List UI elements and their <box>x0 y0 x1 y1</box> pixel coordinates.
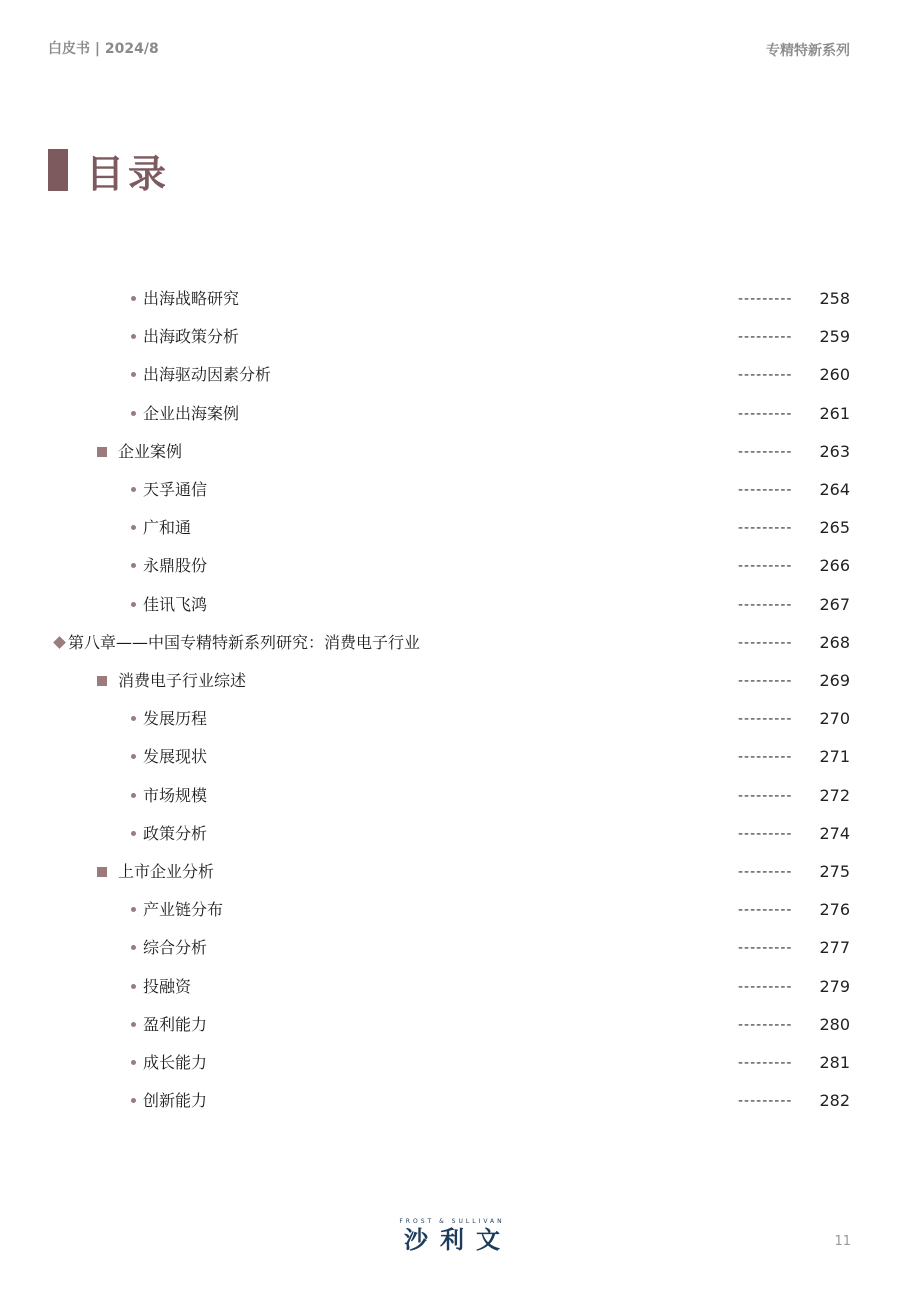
logo-chinese: 沙利文 <box>404 1226 512 1254</box>
frost-sullivan-logo <box>390 1218 514 1254</box>
toc-entry[interactable] <box>0 853 900 891</box>
toc-entry-page: 276 <box>819 900 850 920</box>
toc-entry-page: 261 <box>819 403 850 423</box>
toc-leader: --------- <box>738 1093 793 1110</box>
toc-entry-label: 企业案例 <box>118 441 183 461</box>
toc-leader: --------- <box>738 787 793 804</box>
dot-bullet-icon <box>131 487 136 492</box>
square-bullet-icon <box>97 447 107 457</box>
dot-bullet-icon <box>131 1022 136 1027</box>
toc-entry-label: 广和通 <box>143 518 192 538</box>
toc-entry-page: 268 <box>819 632 850 652</box>
toc-entry[interactable] <box>0 586 900 624</box>
toc-entry-page: 258 <box>819 289 850 308</box>
toc-entry[interactable] <box>0 318 900 356</box>
square-bullet-icon <box>97 867 107 877</box>
toc-entry-label: 上市企业分析 <box>118 862 215 881</box>
dot-bullet-icon <box>131 602 136 607</box>
toc-entry-label: 消费电子行业综述 <box>118 671 247 690</box>
toc-leader: --------- <box>738 978 793 995</box>
toc-entry-label: 发展历程 <box>143 709 208 729</box>
dot-bullet-icon <box>131 411 136 416</box>
dot-bullet-icon <box>131 296 136 301</box>
toc-entry-page: 282 <box>819 1091 850 1111</box>
toc-entry[interactable] <box>0 777 900 815</box>
toc-entry[interactable] <box>0 1006 900 1044</box>
toc-entry[interactable] <box>0 929 900 967</box>
toc-entry[interactable] <box>0 356 900 394</box>
toc-entry-page: 264 <box>819 480 850 499</box>
toc-leader: --------- <box>738 902 793 919</box>
toc-entry-label: 盈利能力 <box>143 1014 208 1034</box>
toc-leader: --------- <box>738 673 793 689</box>
title-accent-bar <box>48 149 68 191</box>
toc-entry[interactable] <box>0 968 900 1006</box>
toc-entry-page: 267 <box>819 594 850 614</box>
toc-entry-label: 第八章——中国专精特新系列研究：消费电子行业 <box>68 632 421 652</box>
toc-leader: --------- <box>738 329 793 346</box>
toc-leader: --------- <box>738 367 793 384</box>
toc-entry-label: 创新能力 <box>143 1091 208 1111</box>
toc-entry-label: 发展现状 <box>143 747 208 767</box>
toc-entry-label: 永鼎股份 <box>143 556 208 576</box>
toc-entry-page: 270 <box>819 709 850 729</box>
toc-entry-page: 271 <box>819 747 850 767</box>
dot-bullet-icon <box>131 372 136 377</box>
toc-entry-label: 综合分析 <box>143 938 208 958</box>
dot-bullet-icon <box>131 334 136 339</box>
toc-leader: --------- <box>738 443 793 460</box>
page-title <box>48 148 171 196</box>
toc-leader: --------- <box>738 711 793 728</box>
toc-entry-page: 260 <box>819 365 850 385</box>
toc-entry-page: 275 <box>819 862 850 881</box>
toc-entry-label: 投融资 <box>143 976 192 996</box>
toc-leader: --------- <box>738 940 793 957</box>
toc-entry-label: 产业链分布 <box>143 900 224 920</box>
toc-leader: --------- <box>738 1016 793 1033</box>
dot-bullet-icon <box>131 1098 136 1103</box>
toc-entry-label: 政策分析 <box>143 823 208 843</box>
toc-entry-page: 259 <box>819 327 850 347</box>
toc-leader: --------- <box>738 825 793 842</box>
toc-entry[interactable] <box>0 700 900 738</box>
toc-entry-page: 263 <box>819 441 850 461</box>
toc-entry[interactable] <box>0 547 900 585</box>
toc-leader: --------- <box>738 1055 793 1071</box>
toc-entry[interactable] <box>0 738 900 776</box>
toc-entry[interactable] <box>0 395 900 433</box>
toc-leader: --------- <box>738 558 793 575</box>
toc-entry-page: 280 <box>819 1014 850 1034</box>
page-number: 11 <box>834 1234 851 1249</box>
dot-bullet-icon <box>131 716 136 721</box>
toc-entry-label: 企业出海案例 <box>143 403 240 423</box>
toc-entry[interactable] <box>0 509 900 547</box>
toc-leader: --------- <box>738 482 793 498</box>
dot-bullet-icon <box>131 754 136 759</box>
toc-entry[interactable] <box>0 471 900 509</box>
toc-entry-label: 出海政策分析 <box>143 327 240 347</box>
toc-entry-page: 265 <box>819 518 850 538</box>
toc-leader: --------- <box>738 596 793 613</box>
dot-bullet-icon <box>131 984 136 989</box>
square-bullet-icon <box>97 676 107 686</box>
toc-entry-label: 成长能力 <box>143 1053 208 1072</box>
toc-entry-label: 出海战略研究 <box>143 289 240 308</box>
toc-entry-label: 天孚通信 <box>143 480 208 499</box>
toc-entry-page: 272 <box>819 785 850 805</box>
toc-leader: --------- <box>738 634 793 651</box>
toc-entry-page: 274 <box>819 823 850 843</box>
dot-bullet-icon <box>131 907 136 912</box>
diamond-bullet-icon <box>53 636 66 649</box>
dot-bullet-icon <box>131 1060 136 1065</box>
toc-leader: --------- <box>738 520 793 537</box>
toc-entry-page: 266 <box>819 556 850 576</box>
toc-leader: --------- <box>738 405 793 422</box>
toc-entry[interactable] <box>0 891 900 929</box>
title-text: 目录 <box>86 151 171 196</box>
toc-entry-page: 269 <box>819 671 850 690</box>
toc-entry[interactable] <box>0 1044 900 1082</box>
toc-entry-label: 出海驱动因素分析 <box>143 365 272 385</box>
toc-entry-page: 281 <box>819 1053 850 1072</box>
toc-entry-page: 279 <box>819 976 850 996</box>
header-date: 白皮书 | 2024/8 <box>48 41 159 57</box>
toc-entry[interactable] <box>0 815 900 853</box>
toc-entry[interactable] <box>0 624 900 662</box>
dot-bullet-icon <box>131 563 136 568</box>
toc-entry-label: 市场规模 <box>143 785 208 805</box>
toc-entry[interactable] <box>0 662 900 700</box>
toc-entry-page: 277 <box>819 938 850 958</box>
dot-bullet-icon <box>131 525 136 530</box>
toc-entry[interactable] <box>0 280 900 318</box>
logo-english: FROST & SULLIVAN <box>399 1218 505 1225</box>
dot-bullet-icon <box>131 945 136 950</box>
toc-entry[interactable] <box>0 433 900 471</box>
dot-bullet-icon <box>131 831 136 836</box>
toc-leader: --------- <box>738 864 793 880</box>
toc-leader: --------- <box>738 749 793 766</box>
toc-leader: --------- <box>738 291 793 307</box>
toc-entry-label: 佳讯飞鸿 <box>143 594 208 614</box>
dot-bullet-icon <box>131 793 136 798</box>
header-series: 专精特新系列 <box>766 43 850 59</box>
toc-entry[interactable] <box>0 1082 900 1120</box>
